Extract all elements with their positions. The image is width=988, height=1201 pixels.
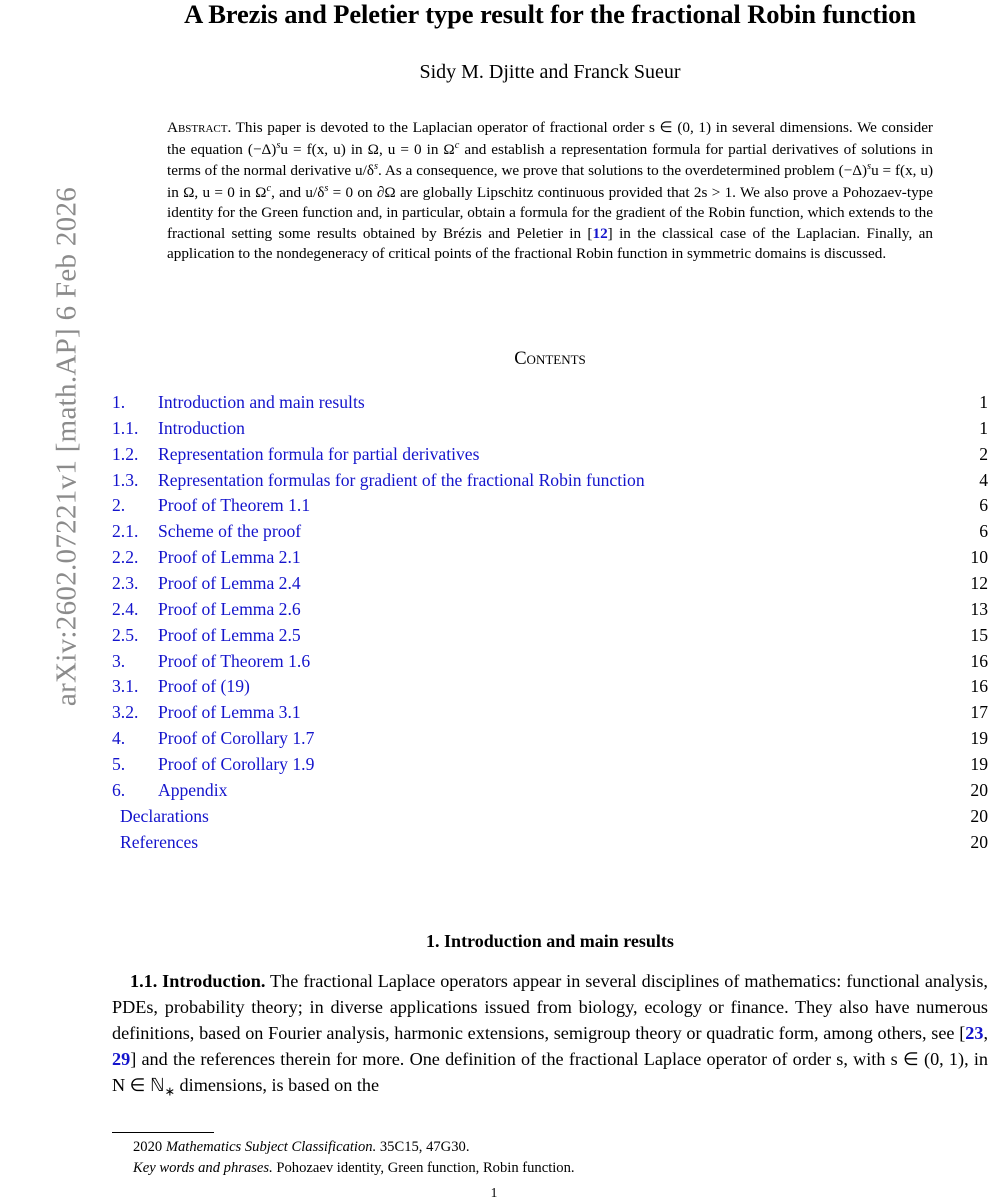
toc-number: 3.1. (112, 676, 139, 697)
abstract-part-5: u = f(x, u) in Ω, u = 0 in Ω (167, 162, 933, 201)
toc-page: 20 (970, 831, 988, 852)
toc-label[interactable]: References (120, 831, 199, 852)
toc-page: 20 (970, 779, 988, 800)
toc-page: 2 (979, 443, 988, 464)
toc-number: 5. (112, 753, 126, 774)
subsection-lead: 1.1. Introduction. (130, 971, 266, 992)
toc-label[interactable]: Proof of (19) (158, 676, 250, 697)
page-title: A Brezis and Peletier type result for the fractional Robin function (184, 0, 916, 29)
toc-number: 3. (112, 650, 126, 671)
toc-entry[interactable] (112, 700, 988, 726)
abstract-part-7: = 0 on ∂Ω are globally Lipschitz continuous provided that 2s > 1. We also prove a Pohozaev-type identity for the Green function and, in particular, obtain a formula for the gradient of the Robin function, which extends to the fractional setting some results obtained by Brézis and Peletier in [ (167, 183, 934, 242)
toc-page: 12 (970, 572, 988, 593)
citation-link-12[interactable]: 12 (592, 224, 608, 242)
toc-label[interactable]: Proof of Lemma 2.5 (158, 624, 301, 645)
toc-entry[interactable] (112, 390, 988, 416)
toc-entry[interactable] (112, 649, 988, 675)
toc-page: 15 (970, 624, 988, 645)
toc-entry[interactable] (112, 726, 988, 752)
toc-label[interactable]: Proof of Corollary 1.7 (158, 728, 315, 749)
toc-number: 4. (112, 728, 126, 749)
toc-page: 4 (979, 469, 988, 490)
paragraph-part-2: , (983, 1023, 988, 1044)
toc-page: 20 (970, 805, 988, 826)
contents-heading: Contents (514, 348, 586, 369)
toc-label[interactable]: Representation formulas for gradient of the fractional Robin function (158, 469, 645, 490)
toc-page: 16 (970, 676, 988, 697)
toc-number: 1.1. (112, 417, 139, 438)
toc-entry[interactable] (112, 597, 988, 623)
toc-label[interactable]: Proof of Lemma 3.1 (158, 702, 301, 723)
footnote-keywords-value: Pohozaev identity, Green function, Robin function. (276, 1160, 575, 1177)
toc-label[interactable]: Appendix (158, 779, 228, 800)
toc-number: 2.5. (112, 624, 139, 645)
abstract-part-3: and establish a representation formula for partial derivatives of solutions in terms of the normal derivative u/δ (167, 140, 933, 180)
toc-label[interactable]: Proof of Lemma 2.6 (158, 598, 301, 619)
toc-number: 2.2. (112, 547, 139, 568)
toc-page: 6 (979, 521, 988, 542)
toc-page: 6 (979, 495, 988, 516)
toc-entry[interactable] (112, 804, 988, 830)
footnote-msc-value: 35C15, 47G30. (379, 1139, 470, 1155)
abstract-part-6: , and u/δ (271, 183, 325, 201)
toc-page: 19 (970, 753, 988, 774)
toc-entry[interactable] (112, 468, 988, 494)
abstract-part-8: ] in the classical case of the Laplacian. Finally, an application to the nondegeneracy of critical points of the fractional Robin function in symmetric domains is discussed. (167, 224, 933, 263)
abstract (167, 118, 933, 265)
toc-label[interactable]: Declarations (120, 805, 209, 826)
footnotes (133, 1137, 973, 1179)
paragraph-part-1: The fractional Laplace operators appear in several disciplines of mathematics: functional analysis, PDEs, probability theory; in diverse applications issued from biology, ecology or finance. They also have numerous definitions, based on Fourier analysis, harmonic extensions, semigroup theory or quadratic form, among others, see [ (112, 971, 988, 1044)
toc-label[interactable]: Scheme of the proof (158, 521, 302, 542)
paragraph-part-4: dimensions, is based on the (175, 1075, 380, 1096)
citation-link-29[interactable]: 29 (112, 1049, 131, 1070)
toc-number: 2.3. (112, 572, 139, 593)
toc-entry[interactable] (112, 623, 988, 649)
toc-entry[interactable] (112, 830, 988, 856)
table-of-contents (112, 390, 988, 855)
paragraph-part-3: ] and the references therein for more. One definition of the fractional Laplace operator of order s, with s ∈ (0, 1), in N ∈ ℕ (112, 1049, 988, 1096)
footnote-msc (133, 1137, 973, 1158)
toc-label[interactable]: Proof of Lemma 2.4 (158, 572, 301, 593)
paper-page (112, 0, 988, 1102)
toc-label[interactable]: Proof of Corollary 1.9 (158, 753, 315, 774)
toc-label[interactable]: Proof of Lemma 2.1 (158, 547, 301, 568)
toc-page: 1 (979, 391, 988, 412)
toc-number: 2.4. (112, 598, 139, 619)
toc-page: 13 (970, 598, 988, 619)
toc-entry[interactable] (112, 442, 988, 468)
toc-entry[interactable] (112, 752, 988, 778)
toc-label[interactable]: Proof of Theorem 1.6 (158, 650, 311, 671)
section-paragraph: 1.1. Introduction. The fractional Laplace operators appear in several disciplines of mathematics: functional analysis, PDEs, probability theory; in diverse applications issued from biology, ecology or finance. They also have numerous definitions, based on Fourier analysis, harmonic extensions, semigroup theory or quadratic form, among others, see [23, 29] and the references therein for more. One definition of the fractional Laplace operator of order s, with s ∈ (0, 1), in N ∈ ℕ$_∗$ dimensions, is based on the (112, 971, 988, 1100)
toc-number: 1. (112, 391, 126, 412)
authors: Sidy M. Djitte and Franck Sueur (419, 61, 681, 84)
toc-label[interactable]: Introduction (158, 417, 245, 438)
abstract-label: Abstract. (167, 119, 232, 137)
toc-number: 3.2. (112, 702, 139, 723)
toc-number: 2.1. (112, 521, 139, 542)
toc-page: 16 (970, 650, 988, 671)
page-number: 1 (490, 1185, 498, 1200)
footnote-msc-year: 2020 (133, 1139, 163, 1155)
toc-number: 1.3. (112, 469, 139, 490)
footnote-keywords-label: Key words and phrases. (133, 1160, 273, 1177)
footnote-msc-label: Mathematics Subject Classification. (165, 1139, 377, 1155)
toc-number: 1.2. (112, 443, 139, 464)
abstract-part-1: This paper is devoted to the Laplacian operator of fractional order s ∈ (0, 1) in several dimensions. We consider the equation (−Δ) (167, 119, 933, 158)
section-heading: 1. Introduction and main results (426, 931, 674, 952)
toc-entry[interactable] (112, 545, 988, 571)
abstract-part-2: u = f(x, u) in Ω, u = 0 in Ω (280, 140, 455, 158)
toc-entry[interactable] (112, 778, 988, 804)
toc-page: 10 (970, 547, 988, 568)
arxiv-stamp: arXiv:2602.07221v1 [math.AP] 6 Feb 2026 (50, 186, 83, 707)
toc-entry[interactable] (112, 674, 988, 700)
footnote-rule (112, 1132, 214, 1133)
toc-entry[interactable] (112, 519, 988, 545)
toc-page: 17 (970, 702, 988, 723)
toc-number: 6. (112, 779, 126, 800)
toc-label[interactable]: Proof of Theorem 1.1 (158, 495, 311, 516)
toc-entry[interactable] (112, 493, 988, 519)
toc-page: 1 (979, 417, 988, 438)
toc-label[interactable]: Introduction and main results (158, 391, 365, 412)
citation-link-23[interactable]: 23 (965, 1023, 984, 1044)
toc-entry[interactable] (112, 416, 988, 442)
abstract-text: This paper is devoted to the Laplacian operator of fractional order s ∈ (0, 1) in several dimensions. We consider the equation $(-\Delta)^su = f(x$, u) in Ω, u = 0 in $\Omega^c$ and establish a representation formula for partial derivatives of solutions in terms of the normal derivative $u/\delta^s$. As a consequence, we prove that solutions to the overdetermined problem $(-\Delta)^su = f(x$, u) in Ω, u = 0 in $\Omega^c$, and $u/\delta^s = 0$ on ∂Ω are globally Lipschitz continuous provided that 2s > 1. We also prove a Pohozaev-type identity for the Green function and, in particular, obtain a formula for the gradient of the Robin function, which extends to the fractional setting some results obtained by Brézis and Peletier in [12] in the classical case of the Laplacian. Finally, an application to the nondegeneracy of critical points of the fractional Robin function in symmetric domains is discussed. (167, 119, 934, 263)
abstract-part-4: . As a consequence, we prove that solutions to the overdetermined problem (−Δ) (378, 162, 868, 180)
footnote-keywords (133, 1158, 973, 1179)
toc-label[interactable]: Representation formula for partial derivatives (158, 443, 480, 464)
toc-entry[interactable] (112, 571, 988, 597)
toc-number: 2. (112, 495, 126, 516)
toc-page: 19 (970, 728, 988, 749)
